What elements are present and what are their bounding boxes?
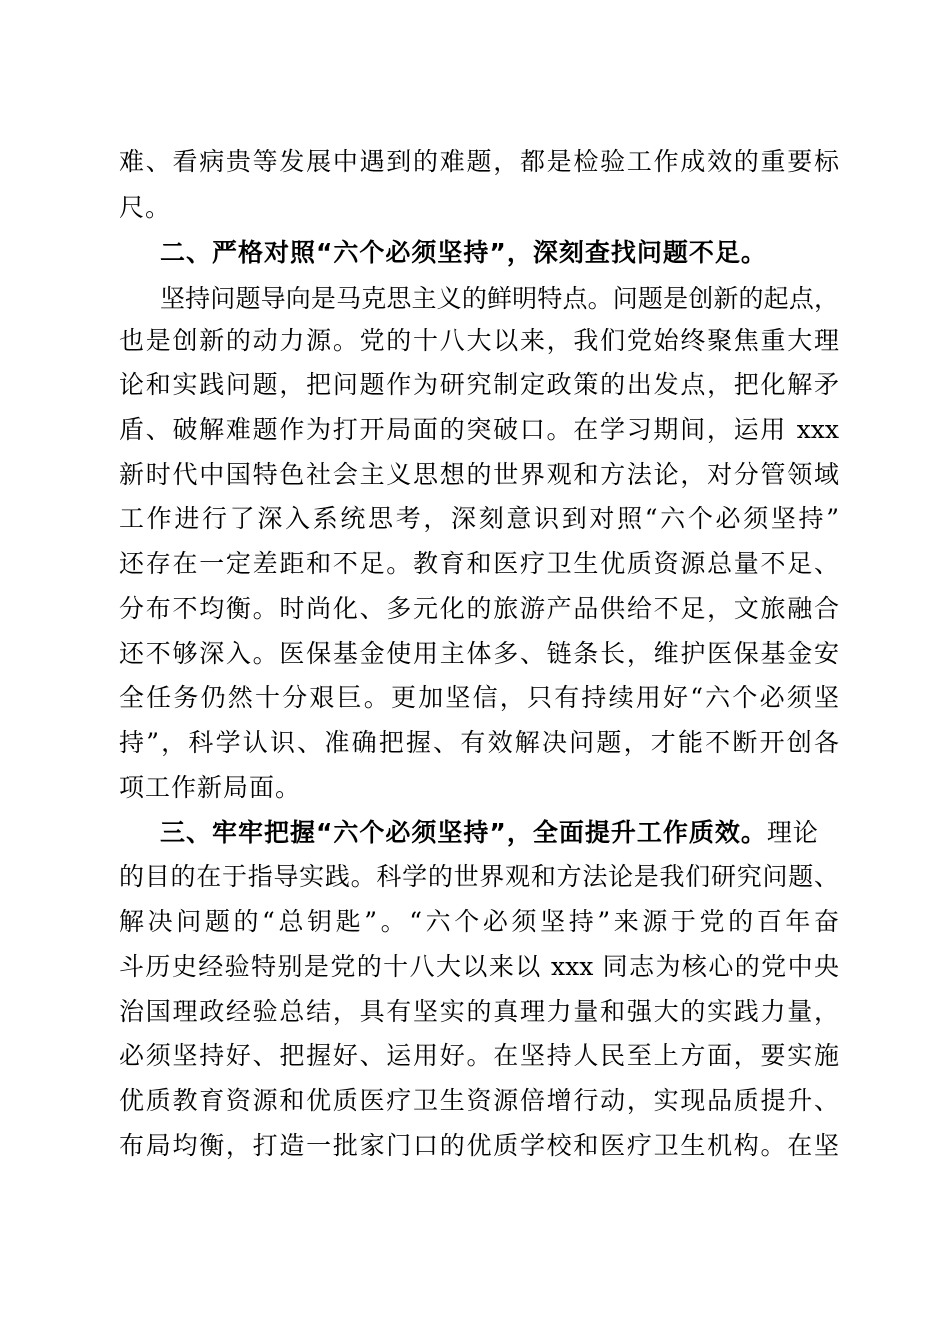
paragraph-line: 也是创新的动力源。党的十八大以来，我们党始终聚焦重大理 — [119, 326, 839, 355]
paragraph-line: 优质教育资源和优质医疗卫生资源倍增行动，实现品质提升、 — [119, 1086, 839, 1115]
paragraph-line: 全任务仍然十分艰巨。更加坚信，只有持续用好“六个必须坚 — [119, 683, 839, 712]
paragraph-line: 分布不均衡。时尚化、多元化的旅游产品供给不足，文旅融合 — [119, 594, 839, 623]
paragraph-line: 解决问题的“总钥匙”。“六个必须坚持”来源于党的百年奋 — [119, 907, 839, 936]
paragraph-line: 项工作新局面。 — [119, 773, 302, 802]
paragraph-line: 还存在一定差距和不足。教育和医疗卫生优质资源总量不足、 — [119, 549, 839, 578]
paragraph-line: 斗历史经验特别是党的十八大以来以 xxx 同志为核心的党中央 — [119, 952, 839, 981]
paragraph-line: 尺。 — [119, 193, 172, 222]
section-heading: 三、牢牢把握“六个必须坚持”，全面提升工作质效。 — [160, 818, 767, 847]
paragraph-text: 理论 — [766, 818, 819, 847]
section-heading: 二、严格对照“六个必须坚持”，深刻查找问题不足。 — [160, 238, 767, 267]
paragraph-line: 布局均衡，打造一批家门口的优质学校和医疗卫生机构。在坚 — [119, 1131, 839, 1160]
paragraph-line: 还不够深入。医保基金使用主体多、链条长，维护医保基金安 — [119, 639, 839, 668]
paragraph-line: 工作进行了深入系统思考，深刻意识到对照“六个必须坚持” — [119, 504, 839, 533]
paragraph-line: 必须坚持好、把握好、运用好。在坚持人民至上方面，要实施 — [119, 1041, 839, 1070]
paragraph-line: 坚持问题导向是马克思主义的鲜明特点。问题是创新的起点， — [160, 284, 839, 313]
paragraph-line: 难、看病贵等发展中遇到的难题，都是检验工作成效的重要标 — [119, 147, 839, 176]
paragraph-line: 论和实践问题，把问题作为研究制定政策的出发点，把化解矛 — [119, 370, 839, 399]
paragraph-line: 的目的在于指导实践。科学的世界观和方法论是我们研究问题、 — [119, 862, 839, 891]
paragraph-line: 持”，科学认识、准确把握、有效解决问题，才能不断开创各 — [119, 728, 839, 757]
paragraph-line: 治国理政经验总结，具有坚实的真理力量和强大的实践力量， — [119, 997, 839, 1026]
paragraph-first-line — [160, 817, 839, 849]
paragraph-line: 新时代中国特色社会主义思想的世界观和方法论，对分管领域 — [119, 460, 839, 489]
paragraph-line: 盾、破解难题作为打开局面的突破口。在学习期间，运用 xxx — [119, 415, 839, 444]
